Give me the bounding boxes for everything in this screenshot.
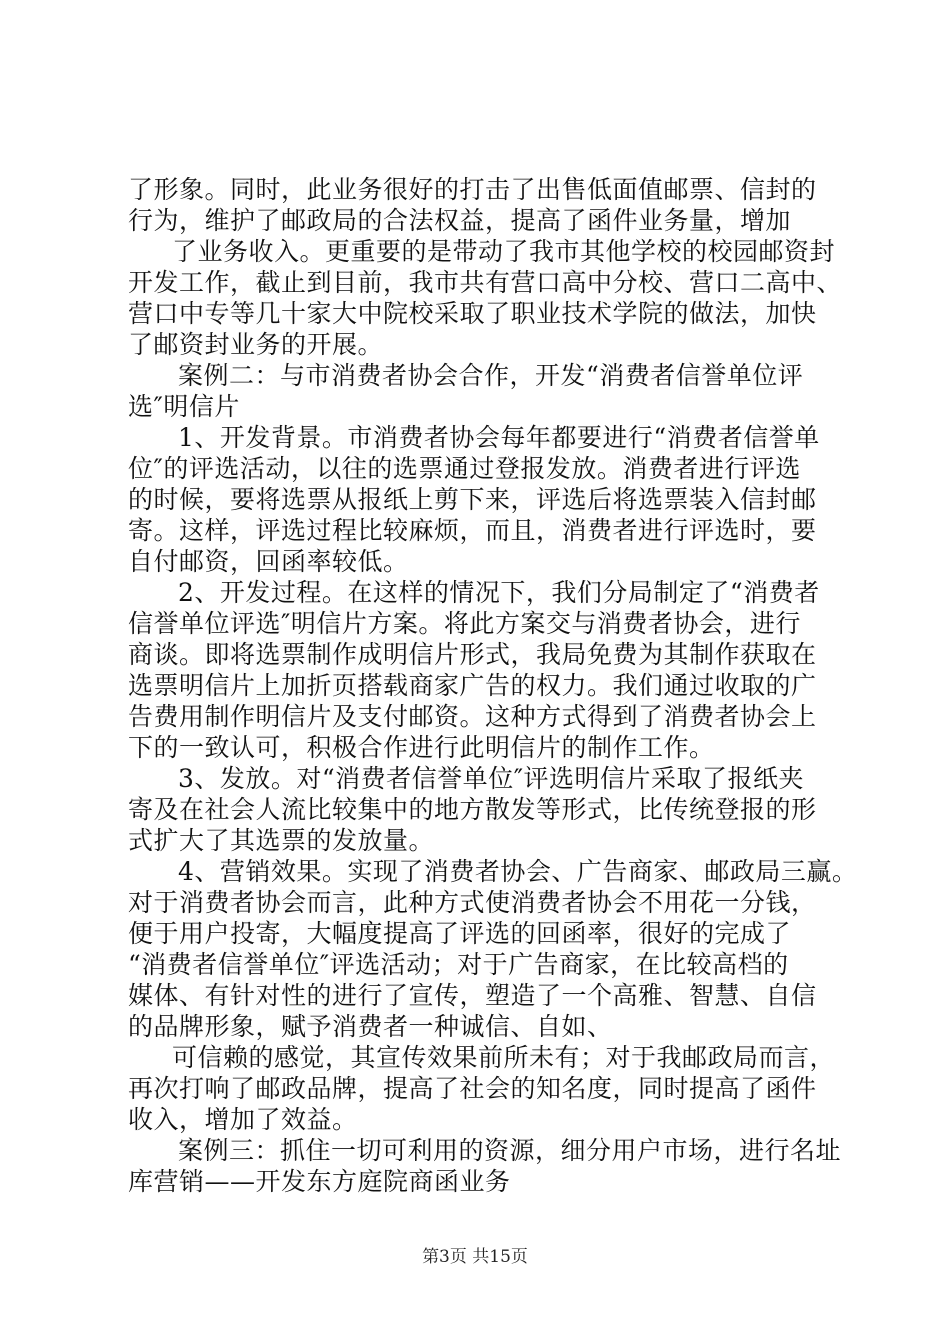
text-line: 位″的评选活动，以往的选票通过登报发放。消费者进行评选: [128, 454, 801, 483]
text-line: 行为，维护了邮政局的合法权益，提高了函件业务量，增加: [128, 206, 792, 235]
document-body: [128, 174, 858, 1197]
text-line: 1、开发背景。市消费者协会每年都要进行“消费者信誉单: [178, 423, 820, 452]
text-line: 信誉单位评选″明信片方案。将此方案交与消费者协会，进行: [128, 609, 801, 638]
section-heading: 选″明信片: [128, 392, 240, 421]
text-line: 商谈。即将选票制作成明信片形式，我局免费为其制作获取在: [128, 640, 817, 669]
text-line: 可信赖的感觉，其宣传效果前所未有；对于我邮政局而言，: [172, 1043, 836, 1072]
text-line: 了形象。同时，此业务很好的打击了出售低面值邮票、信封的: [128, 175, 817, 204]
text-line: 2、开发过程。在这样的情况下，我们分局制定了“消费者: [178, 578, 820, 607]
text-line: 下的一致认可，积极合作进行此明信片的制作工作。: [128, 733, 715, 762]
text-line: 自付邮资，回函率较低。: [128, 547, 409, 576]
text-line: 营口中专等几十家大中院校采取了职业技术学院的做法，加快: [128, 299, 817, 328]
text-line: 媒体、有针对性的进行了宣传，塑造了一个高雅、智慧、自信: [128, 981, 817, 1010]
text-line: 4、营销效果。实现了消费者协会、广告商家、邮政局三赢。: [178, 857, 858, 886]
text-line: 的时候，要将选票从报纸上剪下来，评选后将选票装入信封邮: [128, 485, 817, 514]
section-heading: 案例三：抓住一切可利用的资源，细分用户市场，进行名址: [178, 1136, 842, 1165]
text-line: 再次打响了邮政品牌，提高了社会的知名度，同时提高了函件: [128, 1074, 817, 1103]
section-heading: 案例二：与市消费者协会合作，开发“消费者信誉单位评: [178, 361, 804, 390]
text-line: 收入，增加了效益。: [128, 1105, 358, 1134]
text-line: 3、发放。对“消费者信誉单位″评选明信片采取了报纸夹: [178, 764, 805, 793]
page-number: 第3页 共15页: [422, 1247, 528, 1267]
text-line: 便于用户投寄，大幅度提高了评选的回函率，很好的完成了: [128, 919, 792, 948]
text-line: 开发工作，截止到目前，我市共有营口高中分校、营口二高中、: [128, 268, 843, 297]
text-line: 告费用制作明信片及支付邮资。这种方式得到了消费者协会上: [128, 702, 817, 731]
text-line: 对于消费者协会而言，此种方式使消费者协会不用花一分钱，: [128, 888, 817, 917]
text-line: 寄及在社会人流比较集中的地方散发等形式，比传统登报的形: [128, 795, 817, 824]
section-heading: 库营销——开发东方庭院商函业务: [128, 1167, 511, 1196]
text-line: 了业务收入。更重要的是带动了我市其他学校的校园邮资封: [172, 237, 836, 266]
text-line: 选票明信片上加折页搭载商家广告的权力。我们通过收取的广: [128, 671, 817, 700]
text-line: 寄。这样，评选过程比较麻烦，而且，消费者进行评选时，要: [128, 516, 817, 545]
text-line: “消费者信誉单位″评选活动；对于广告商家，在比较高档的: [128, 950, 789, 979]
text-line: 了邮资封业务的开展。: [128, 330, 384, 359]
text-line: 的品牌形象，赋予消费者一种诚信、自如、: [128, 1012, 613, 1041]
text-line: 式扩大了其选票的发放量。: [128, 826, 435, 855]
